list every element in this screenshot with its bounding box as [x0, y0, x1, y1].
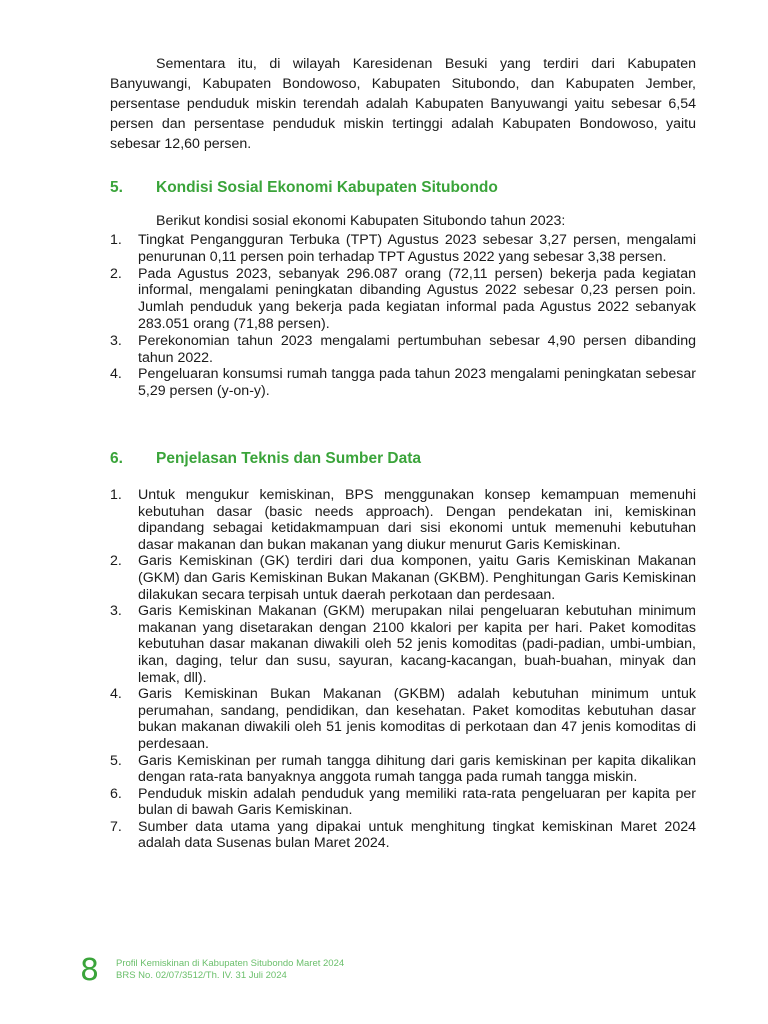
list-item [110, 603, 696, 686]
list-item [110, 686, 696, 752]
list-item [110, 333, 696, 367]
section-6-list [110, 487, 696, 852]
list-item [110, 487, 696, 553]
list-item-text: Garis Kemiskinan Makanan (GKM) merupakan nilai pengeluaran kebutuhan minimum makanan yang disetarakan dengan 2100 kkalori per kapita per hari. Paket komoditas kebutuhan dasar makanan diwakili oleh 52 jenis komoditas (padi-padian, umbi-umbian, ikan, daging, telur dan susu, sayuran, kacang-kacangan, buah-buahan, minyak dan lemak, dll). [138, 603, 696, 686]
section-5-intro: Berikut kondisi sosial ekonomi Kabupaten Situbondo tahun 2023: [156, 213, 566, 229]
list-item-text: Untuk mengukur kemiskinan, BPS menggunakan konsep kemampuan memenuhi kebutuhan dasar (basic needs approach). Dengan pendekatan ini, kemiskinan dipandang sebagai ketidakmampuan dari sisi ekonomi untuk memenuhi kebutuhan dasar makanan dan bukan makanan yang diukur menurut Garis Kemiskinan. [138, 487, 696, 553]
page-number: 8 [80, 952, 100, 988]
list-item-text: Tingkat Pengangguran Terbuka (TPT) Agustus 2023 sebesar 3,27 persen, mengalami penurunan 0,11 persen poin terhadap TPT Agustus 2022 yang sebesar 3,38 persen. [138, 232, 696, 265]
list-item-number: 2. [110, 265, 122, 282]
footer-meta [116, 958, 344, 982]
section-5-list [110, 232, 696, 400]
list-item-text: Garis Kemiskinan (GK) terdiri dari dua komponen, yaitu Garis Kemiskinan Makanan (GKM) dan Garis Kemiskinan Bukan Makanan (GKBM). Penghitungan Garis Kemiskinan dilakukan secara terpisah untuk daerah perkotaan dan perdesaan. [138, 553, 696, 603]
list-item [110, 553, 696, 603]
section-5-heading [110, 178, 696, 198]
list-item [110, 366, 696, 400]
list-item-number: 1. [110, 487, 122, 503]
list-item-number: 7. [110, 818, 122, 835]
list-item [110, 786, 696, 819]
section-6-title: Penjelasan Teknis dan Sumber Data [156, 450, 422, 467]
intro-paragraph: Sementara itu, di wilayah Karesidenan Besuki yang terdiri dari Kabupaten Banyuwangi, Kabupaten Bondowoso, Kabupaten Situbondo, dan Kabupaten Jember, persentase penduduk miskin terendah adalah Kabupaten Banyuwangi yaitu sebesar 6,54 persen dan persentase penduduk miskin tertinggi adalah Kabupaten Bondowoso, yaitu sebesar 12,60 persen. [110, 56, 696, 152]
list-item [110, 819, 696, 852]
list-item [110, 266, 696, 333]
list-item [110, 753, 696, 786]
list-item-number: 1. [110, 232, 122, 248]
list-item-number: 4. [110, 686, 122, 703]
list-item-text: Pada Agustus 2023, sebanyak 296.087 orang (72,11 persen) bekerja pada kegiatan informal, mengalami peningkatan dibanding Agustus 2022 sebesar 0,23 persen poin. Jumlah penduduk yang bekerja pada kegiatan informal pada Agustus 2022 sebanyak 283.051 orang (71,88 persen). [138, 265, 696, 332]
publication-ref: BRS No. 02/07/3512/Th. IV. 31 Juli 2024 [116, 970, 287, 981]
section-6-heading [110, 449, 696, 469]
list-item-text: Garis Kemiskinan Bukan Makanan (GKBM) adalah kebutuhan minimum untuk perumahan, sandang, pendidikan, dan kesehatan. Paket komoditas kebutuhan dasar bukan makanan diwakili oleh 51 jenis komoditas di perkotaan dan 47 jenis komoditas di perdesaan. [138, 686, 696, 752]
list-item-text: Pengeluaran konsumsi rumah tangga pada tahun 2023 mengalami peningkatan sebesar 5,29 persen (y-on-y). [138, 366, 696, 400]
list-item-number: 5. [110, 752, 122, 769]
list-item-text: Sumber data utama yang dipakai untuk menghitung tingkat kemiskinan Maret 2024 adalah data Susenas bulan Maret 2024. [138, 818, 696, 852]
section-5-number: 5. [110, 179, 123, 196]
publication-title: Profil Kemiskinan di Kabupaten Situbondo Maret 2024 [116, 958, 345, 969]
section-5-title: Kondisi Sosial Ekonomi Kabupaten Situbondo [156, 179, 498, 196]
list-item [110, 232, 696, 266]
page-footer [80, 950, 344, 990]
list-item-number: 6. [110, 785, 122, 802]
list-item-number: 3. [110, 603, 122, 620]
list-item-number: 2. [110, 553, 122, 570]
section-6-number: 6. [110, 450, 123, 467]
list-item-number: 4. [110, 366, 122, 383]
list-item-text: Penduduk miskin adalah penduduk yang memiliki rata-rata pengeluaran per kapita per bulan di bawah Garis Kemiskinan. [138, 785, 696, 819]
list-item-text: Perekonomian tahun 2023 mengalami pertumbuhan sebesar 4,90 persen dibanding tahun 2022. [138, 332, 696, 366]
list-item-number: 3. [110, 332, 122, 349]
list-item-text: Garis Kemiskinan per rumah tangga dihitung dari garis kemiskinan per kapita dikalikan dengan rata-rata banyaknya anggota rumah tangga pada rumah tangga miskin. [138, 752, 696, 786]
